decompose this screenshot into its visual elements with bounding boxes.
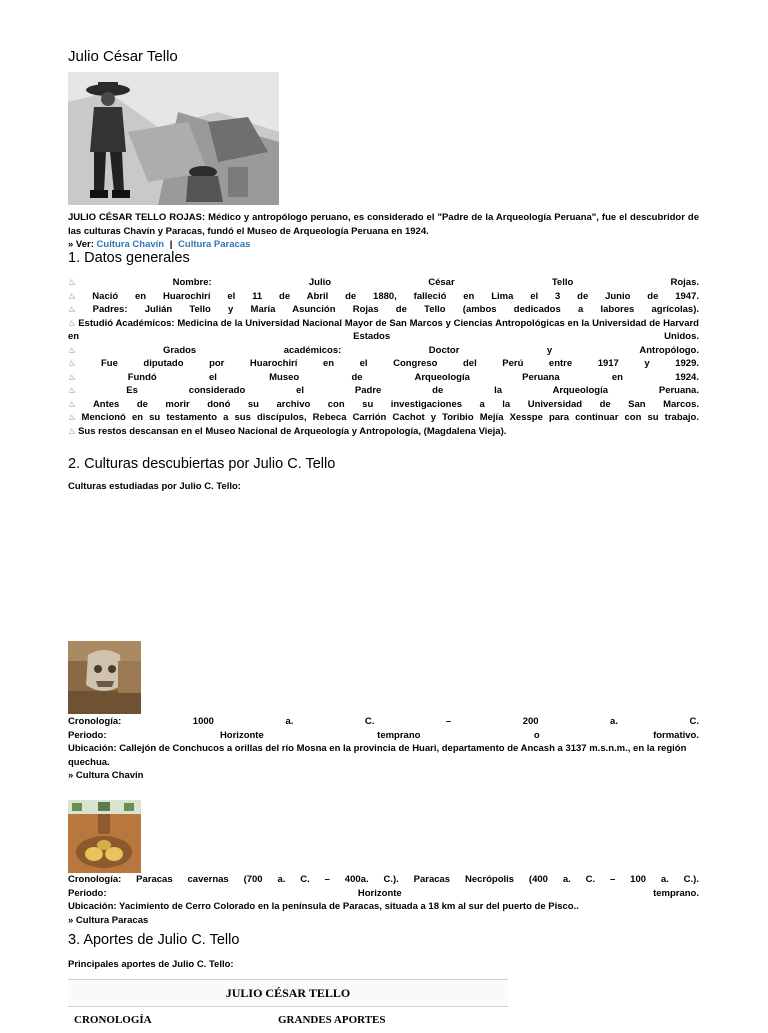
tello-photo-illustration [68,72,279,205]
bullet-icon: ♨ [68,358,99,368]
chavin-head-illustration [68,641,141,714]
list-item: ♨ Estudió Académicos: Medicina de la Universidad Nacional Mayor de San Marcos y Ciencias Antropológicas en la Universidad de Harvard en Estados Unidos. [68,317,699,342]
intro-description: Médico y antropólogo peruano, es considerado el "Padre de la Arqueología Peruana", fue el descubridor de las culturas Chavín y Paracas, fundó el Museo de Arqueología Peruana en 1924. [68,212,699,237]
list-item: ♨ Nació en Huarochirí el 11 de Abril de 1880, falleció en Lima el 3 de Junio de 1947. [68,290,699,302]
aportes-lead: Principales aportes de Julio C. Tello: [68,959,234,970]
bullet-icon: ♨ [68,304,91,314]
bullet-icon: ♨ [68,425,77,436]
link-cultura-paracas[interactable]: Cultura Paracas [178,239,251,250]
bullet-icon: ♨ [68,371,126,382]
link-cultura-chavin[interactable]: Cultura Chavín [96,239,165,250]
section-heading-aportes: 3. Aportes de Julio C. Tello [68,932,240,948]
list-item: ♨ Sus restos descansan en el Museo Nacional de Arqueología y Antropología, (Magdalena Vieja). [68,425,507,437]
list-item: ♨ Nombre: Julio César Tello Rojas. [68,277,699,288]
table-row [68,1007,508,1033]
chavin-periodo: Periodo: Horizonte temprano o formativo. [68,729,699,741]
chavin-ubicacion: Ubicación: Callejón de Conchucos a orillas del río Mosna en la provincia de Huari, departamento de Ancash a 3137 m.s.n.m., en la región quechua. [68,743,687,768]
section-heading-culturas: 2. Culturas descubiertas por Julio C. Tello [68,456,336,472]
bullet-icon: ♨ [68,385,125,395]
intro-name: JULIO CÉSAR TELLO ROJAS: [68,212,206,223]
list-item: ♨ Antes de morir donó su archivo con su investigaciones a la Universidad de San Marcos. [68,398,699,410]
link-paracas-detail[interactable]: » Cultura Paracas [68,914,149,926]
tello-photo [68,72,279,205]
list-item: ♨ Es considerado el Padre de la Arqueología Peruana. [68,385,699,396]
list-item: ♨ Grados académicos: Doctor y Antropólogo. [68,344,699,356]
list-item: ♨ Padres: Julián Tello y María Asunción Rojas de Tello (ambos dedicados a labores agrícolas). [68,304,700,315]
aportes-table [68,979,508,1033]
paracas-tomb-image [68,800,141,873]
column-header-aportes: GRANDES APORTES [278,1014,386,1026]
section-heading-datos: 1. Datos generales [68,250,190,266]
paracas-ubicacion: Ubicación: Yacimiento de Cerro Colorado en la península de Paracas, situada a 18 km al sur del puerto de Pisco.. [68,901,579,912]
column-header-cronologia: CRONOLOGÍA [74,1014,152,1026]
chavin-cronologia: Cronología: 1000 a. C. – 200 a. C. [68,716,699,727]
chavin-info [68,715,699,783]
bullet-icon: ♨ [68,344,161,355]
paracas-info [68,873,699,927]
bullet-icon: ♨ [68,277,171,287]
page-title: Julio César Tello [68,48,178,65]
link-separator: | [169,239,173,250]
list-item: ♨ Fundó el Museo de Arqueología Peruana en 1924. [68,371,699,383]
link-chavin-detail[interactable]: » Cultura Chavín [68,770,144,781]
intro-text [68,211,699,238]
table-header: JULIO CÉSAR TELLO [68,980,508,1007]
chavin-head-image [68,641,141,714]
list-item: ♨ Fue diputado por Huarochirí en el Congreso del Perú entre 1917 y 1929. [68,358,699,369]
list-item: ♨ Mencionó en su testamento a sus discípulos, Rebeca Carrión Cachot y Toribio Mejía Xesspe para continuar con su trabajo. [68,412,699,423]
datos-list [68,276,699,438]
paracas-cronologia: Cronología: Paracas cavernas (700 a. C. – 400a. C.). Paracas Necrópolis (400 a. C. – 100 a. C.). [68,874,699,885]
intro-paragraph [68,211,699,252]
bullet-icon: ♨ [68,398,91,409]
paracas-tomb-illustration [68,800,141,873]
bullet-icon: ♨ [68,412,80,422]
culturas-lead: Culturas estudiadas por Julio C. Tello: [68,481,241,492]
paracas-periodo: Periodo: Horizonte temprano. [68,887,699,899]
see-also-label: » Ver: [68,239,94,250]
bullet-icon: ♨ [68,290,91,301]
bullet-icon: ♨ [68,317,77,328]
